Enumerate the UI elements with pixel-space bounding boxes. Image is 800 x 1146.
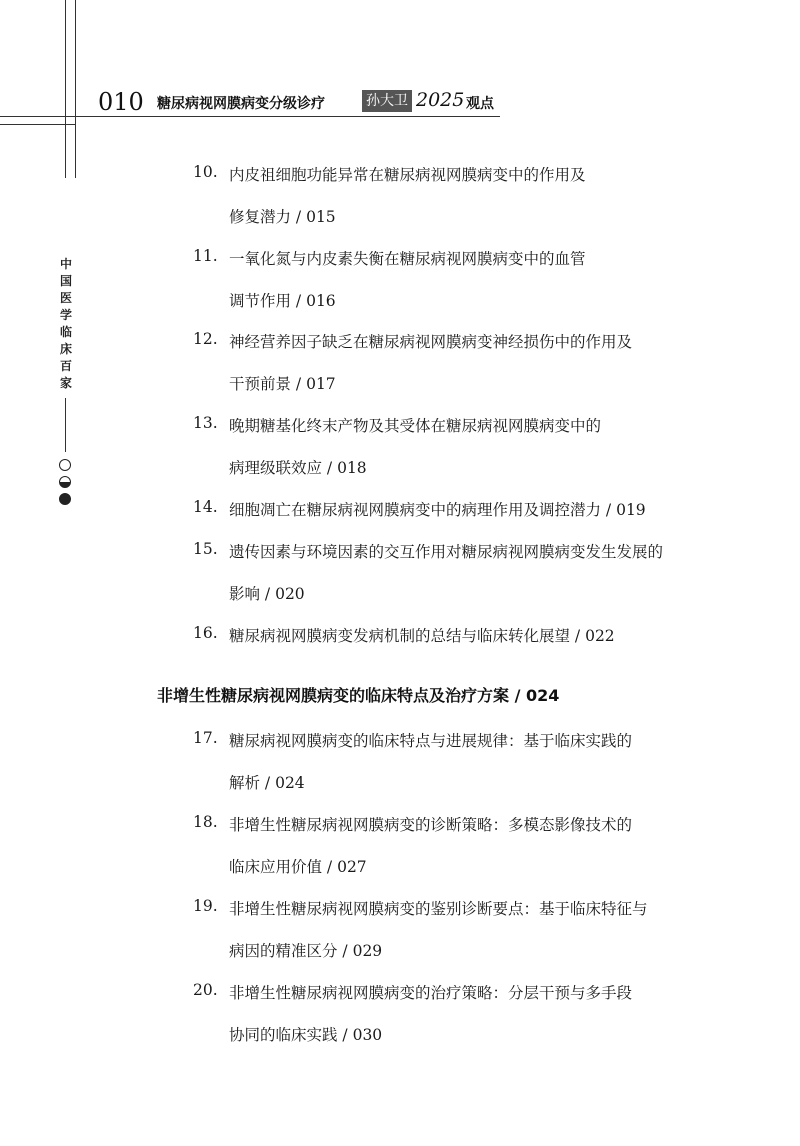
entry-number: 17.	[193, 729, 218, 747]
entry-title: 糖尿病视网膜病变发病机制的总结与临床转化展望 / 022	[229, 627, 615, 645]
entry-title-cont: 解析 / 024	[229, 774, 305, 792]
book-title: 糖尿病视网膜病变分级诊疗	[157, 96, 325, 112]
entry-number: 14.	[193, 498, 218, 516]
entry-title: 糖尿病视网膜病变的临床特点与进展规律：基于临床实践的	[229, 732, 633, 750]
entry-title-cont: 病理级联效应 / 018	[229, 459, 367, 477]
entry-title: 非增生性糖尿病视网膜病变的诊断策略：多模态影像技术的	[229, 816, 633, 834]
empty-circle-icon	[59, 459, 71, 471]
entry-title-cont: 临床应用价值 / 027	[229, 858, 367, 876]
entry-number: 10.	[193, 163, 218, 181]
entry-title: 晚期糖基化终末产物及其受体在糖尿病视网膜病变中的	[229, 417, 602, 435]
left-vertical-rule-2	[75, 0, 76, 178]
entry-title: 一氧化氮与内皮素失衡在糖尿病视网膜病变中的血管	[229, 250, 586, 268]
sidebar-rule	[65, 398, 66, 452]
entry-title: 细胞凋亡在糖尿病视网膜病变中的病理作用及调控潜力 / 019	[229, 501, 646, 519]
entry-title-cont: 干预前景 / 017	[229, 375, 336, 393]
series-name: 中国医学临床百家	[59, 257, 72, 390]
section-heading[interactable]: 非增生性糖尿病视网膜病变的临床特点及治疗方案 / 024	[157, 686, 560, 705]
entry-title-cont: 协同的临床实践 / 030	[229, 1026, 383, 1044]
entry-title-cont: 调节作用 / 016	[229, 292, 336, 310]
half-circle-icon	[59, 476, 71, 488]
entry-title: 遗传因素与环境因素的交互作用对糖尿病视网膜病变发生发展的	[229, 543, 664, 561]
header-rule	[0, 116, 500, 117]
filled-circle-icon	[59, 493, 71, 505]
entry-title: 神经营养因子缺乏在糖尿病视网膜病变神经损伤中的作用及	[229, 333, 633, 351]
author-badge: 孙大卫	[362, 90, 412, 112]
entry-number: 18.	[193, 813, 218, 831]
entry-title: 非增生性糖尿病视网膜病变的治疗策略：分层干预与多手段	[229, 984, 633, 1002]
left-vertical-rule	[65, 0, 66, 178]
entry-number: 15.	[193, 540, 218, 558]
entry-title-cont: 修复潜力 / 015	[229, 208, 336, 226]
entry-number: 19.	[193, 897, 218, 915]
entry-number: 20.	[193, 981, 218, 999]
entry-title: 非增生性糖尿病视网膜病变的鉴别诊断要点：基于临床特征与	[229, 900, 648, 918]
entry-title-cont: 影响 / 020	[229, 585, 305, 603]
entry-number: 11.	[193, 247, 218, 265]
entry-title: 内皮祖细胞功能异常在糖尿病视网膜病变中的作用及	[229, 166, 586, 184]
year-label: 2025	[416, 89, 465, 111]
page-number: 010	[98, 88, 144, 116]
entry-number: 16.	[193, 624, 218, 642]
entry-number: 13.	[193, 414, 218, 432]
entry-number: 12.	[193, 330, 218, 348]
viewpoint-label: 观点	[466, 96, 494, 112]
header-rule-2	[0, 124, 75, 125]
entry-title-cont: 病因的精准区分 / 029	[229, 942, 383, 960]
